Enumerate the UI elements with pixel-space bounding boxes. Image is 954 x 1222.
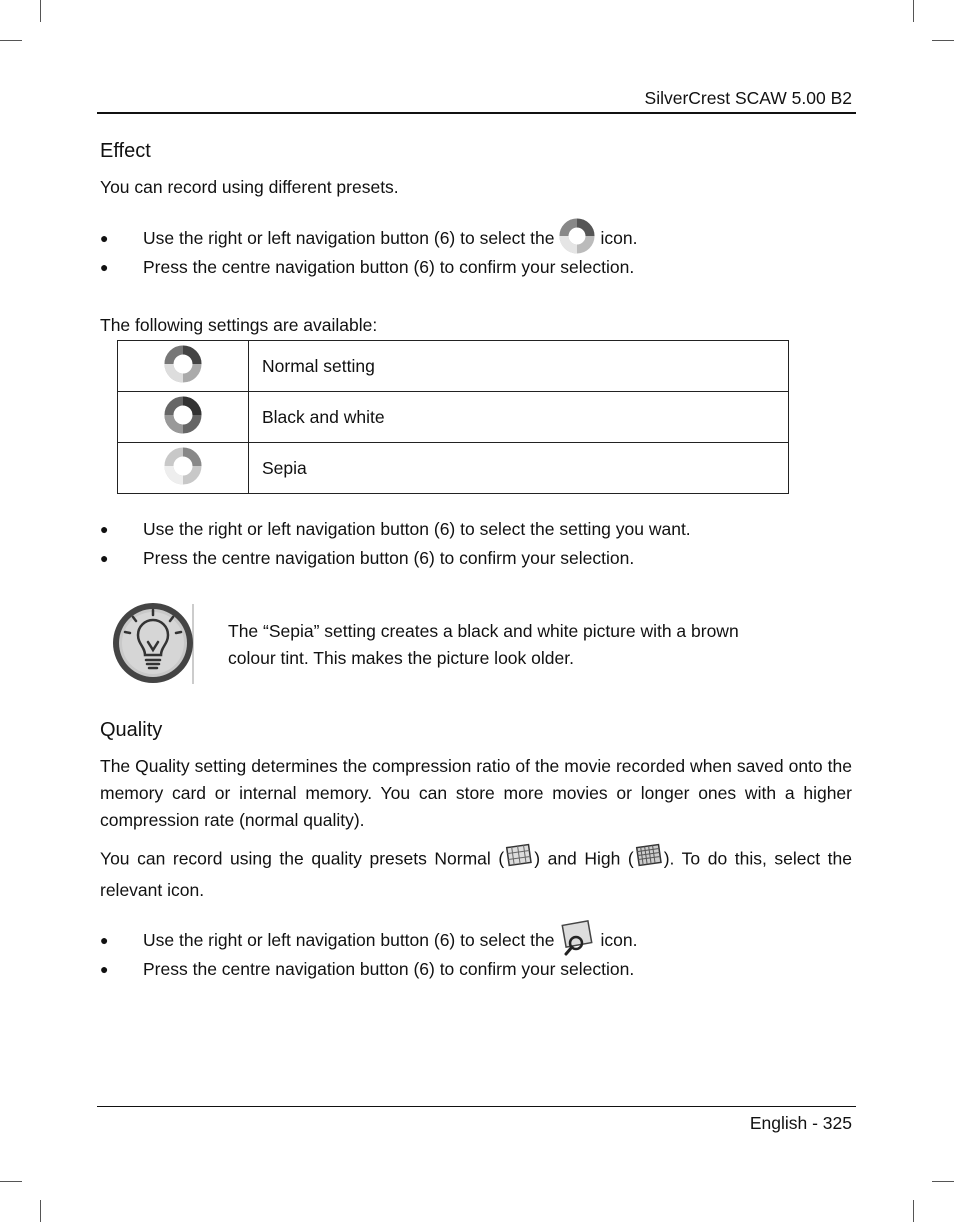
crop-mark (932, 40, 954, 41)
crop-mark (40, 0, 41, 22)
quality-high-icon (634, 843, 664, 877)
table-row (118, 341, 789, 392)
header-divider (97, 112, 856, 114)
bullet-icon: ● (100, 230, 109, 246)
crop-mark (0, 1181, 22, 1182)
setting-label: Normal setting (249, 341, 789, 392)
bullet-icon: ● (100, 521, 109, 537)
effect-intro: You can record using different presets. (100, 177, 399, 197)
step-text: Press the centre navigation button (6) to confirm your selection. (143, 547, 635, 568)
step-text: Use the right or left navigation button (6) to select the (143, 929, 555, 950)
tip-text (228, 618, 788, 672)
bullet-icon: ● (100, 932, 109, 948)
quality-presets-text (100, 843, 852, 904)
step-text: Press the centre navigation button (6) to confirm your selection. (143, 256, 635, 277)
setting-label: Sepia (249, 443, 789, 494)
bullet-icon: ● (100, 259, 109, 275)
section-heading-effect: Effect (100, 140, 151, 162)
effect-bw-icon (118, 392, 249, 443)
text-segment: ). To do this, select the relevant icon. (100, 848, 852, 900)
table-row (118, 443, 789, 494)
step-text: Use the right or left navigation button (6) to select the (143, 227, 555, 248)
crop-mark (40, 1200, 41, 1222)
crop-mark (0, 40, 22, 41)
page-number: English - 325 (749, 1113, 852, 1133)
effect-normal-icon (118, 341, 249, 392)
footer-divider (97, 1106, 856, 1107)
step-text: icon. (600, 929, 638, 950)
text-segment: You can record using the quality presets Normal ( (100, 848, 505, 869)
page-header-title: SilverCrest SCAW 5.00 B2 (644, 88, 852, 108)
crop-mark (913, 1200, 914, 1222)
table-row (118, 392, 789, 443)
settings-table (117, 340, 789, 494)
quality-normal-icon (504, 843, 534, 877)
step-text: Press the centre navigation button (6) to confirm your selection. (143, 958, 635, 979)
crop-mark (932, 1181, 954, 1182)
section-heading-quality: Quality (100, 719, 163, 741)
tip-line: colour tint. This makes the picture look older. (228, 648, 574, 668)
bullet-icon: ● (100, 550, 109, 566)
bullet-icon: ● (100, 961, 109, 977)
setting-label: Black and white (249, 392, 789, 443)
crop-mark (913, 0, 914, 22)
effect-sepia-icon (118, 443, 249, 494)
quality-icon (558, 919, 596, 962)
lightbulb-icon (110, 600, 196, 693)
settings-intro: The following settings are available: (100, 315, 378, 335)
step-text: icon. (600, 227, 638, 248)
step-text: Use the right or left navigation button (6) to select the setting you want. (143, 518, 691, 539)
effect-icon (558, 217, 596, 260)
quality-description: The Quality setting determines the compression ratio of the movie recorded when saved onto the memory card or internal memory. You can store more movies or longer ones with a higher compression rate (normal quality). (100, 756, 852, 830)
tip-line: The “Sepia” setting creates a black and white picture with a brown (228, 621, 739, 641)
text-segment: ) and High ( (534, 848, 634, 869)
